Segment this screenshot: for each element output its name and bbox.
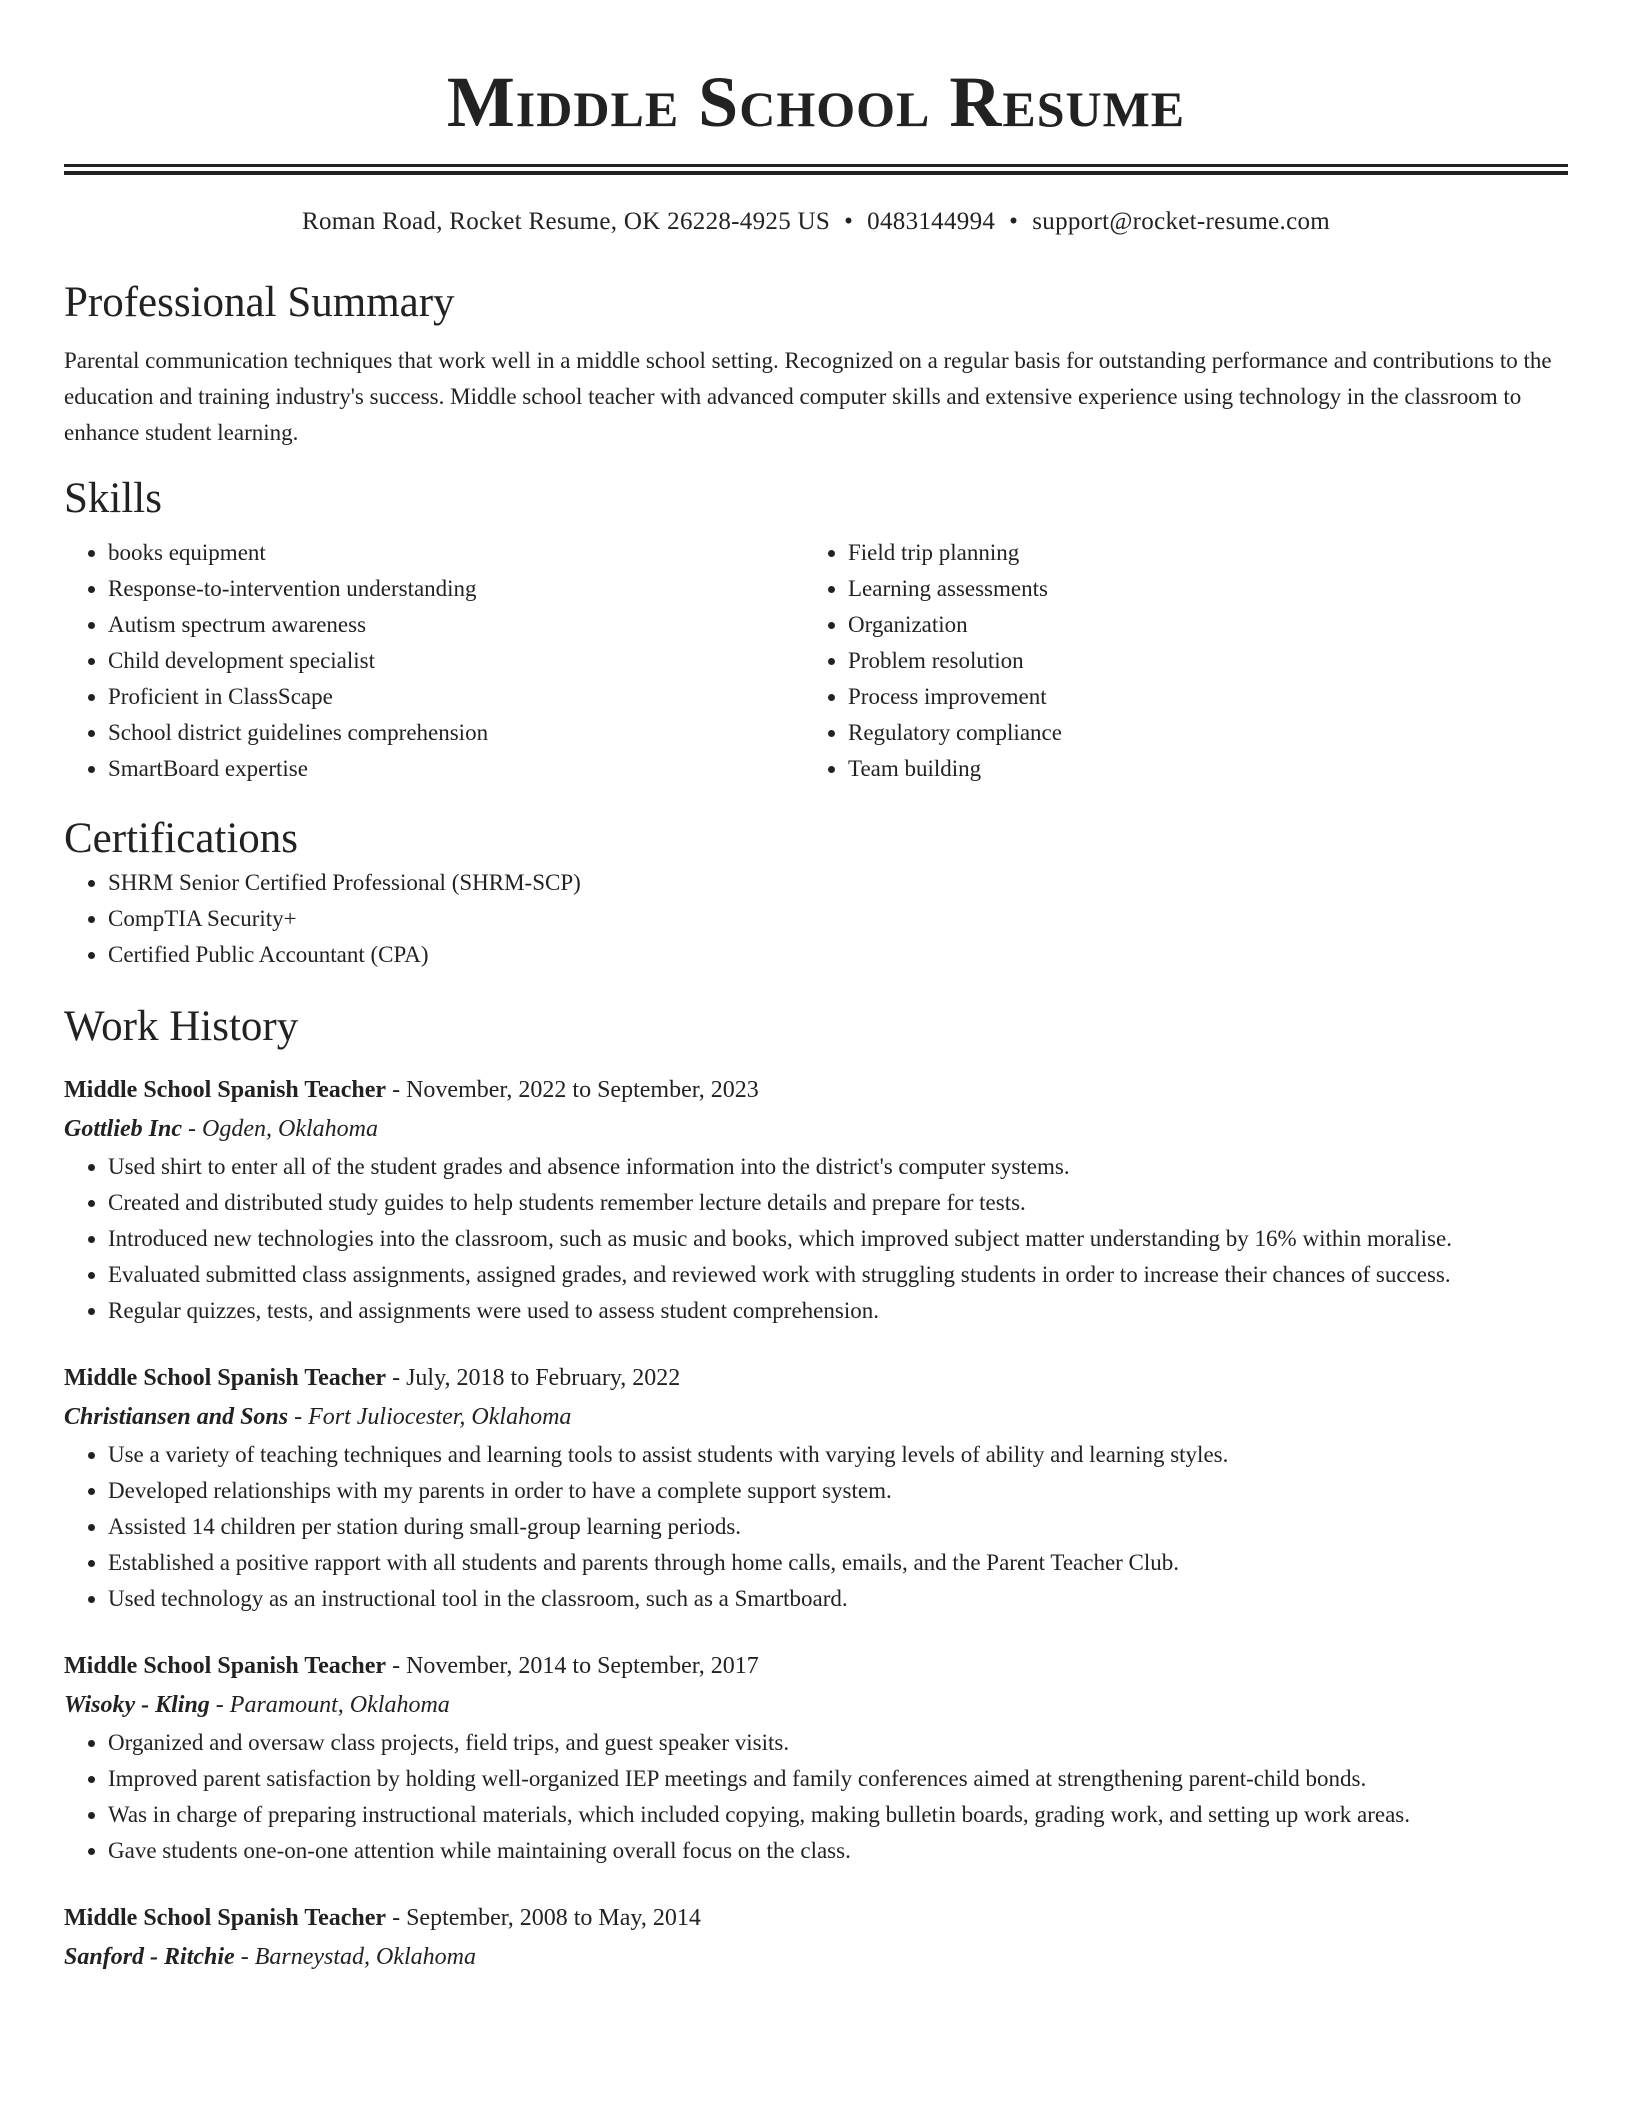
contact-email: support@rocket-resume.com bbox=[1032, 208, 1331, 235]
job-bullets bbox=[64, 1437, 1568, 1617]
certifications-heading: Certifications bbox=[64, 815, 299, 862]
skills-column-right bbox=[804, 535, 1544, 787]
job-bullet: • Use a variety of teaching techniques and learning tools to assist students with varying levels of ability and learning styles. bbox=[108, 1437, 1568, 1473]
job-dash: - bbox=[386, 1077, 407, 1103]
job-location: Paramount, Oklahoma bbox=[229, 1692, 450, 1718]
contact-line bbox=[64, 205, 1568, 239]
job-role: Middle School Spanish Teacher bbox=[64, 1653, 387, 1679]
job-dash: - bbox=[209, 1692, 230, 1718]
job-dash: - bbox=[182, 1116, 202, 1142]
work-history-heading: Work History bbox=[64, 1003, 299, 1050]
job-dates: November, 2014 to September, 2017 bbox=[406, 1653, 759, 1679]
skill-item: • School district guidelines comprehension bbox=[108, 715, 804, 751]
skill-item: • Problem resolution bbox=[848, 643, 1544, 679]
job-entry bbox=[64, 1071, 1568, 1329]
job-location: Ogden, Oklahoma bbox=[202, 1116, 378, 1142]
job-bullet: • Developed relationships with my parents in order to have a complete support system. bbox=[108, 1473, 1568, 1509]
job-company-line bbox=[64, 1937, 1568, 1977]
job-bullet: • Regular quizzes, tests, and assignments were used to assess student comprehension. bbox=[108, 1293, 1568, 1329]
job-dates: September, 2008 to May, 2014 bbox=[406, 1905, 701, 1931]
skill-item: • Process improvement bbox=[848, 679, 1544, 715]
job-company: Christiansen and Sons bbox=[64, 1404, 289, 1430]
job-company-line bbox=[64, 1397, 1568, 1437]
skills-column-left bbox=[64, 535, 804, 787]
skill-item: • books equipment bbox=[108, 535, 804, 571]
skill-item: • Learning assessments bbox=[848, 571, 1544, 607]
job-company: Wisoky - Kling bbox=[64, 1692, 210, 1718]
certification-item: • SHRM Senior Certified Professional (SHRM-SCP) bbox=[108, 865, 1568, 901]
job-entry bbox=[64, 1359, 1568, 1617]
job-role: Middle School Spanish Teacher bbox=[64, 1077, 387, 1103]
job-location: Barneystad, Oklahoma bbox=[254, 1944, 476, 1970]
skill-item: • Autism spectrum awareness bbox=[108, 607, 804, 643]
job-dates: November, 2022 to September, 2023 bbox=[406, 1077, 759, 1103]
job-dash: - bbox=[386, 1365, 407, 1391]
job-bullet: • Organized and oversaw class projects, field trips, and guest speaker visits. bbox=[108, 1725, 1568, 1761]
skill-item: • Response-to-intervention understanding bbox=[108, 571, 804, 607]
job-bullets bbox=[64, 1725, 1568, 1869]
contact-separator: • bbox=[1009, 208, 1019, 235]
job-company-line bbox=[64, 1109, 1568, 1149]
job-bullet: • Assisted 14 children per station during small-group learning periods. bbox=[108, 1509, 1568, 1545]
job-entry bbox=[64, 1899, 1568, 1977]
job-bullet: • Evaluated submitted class assignments, assigned grades, and reviewed work with struggling students in order to increase their chances of success. bbox=[108, 1257, 1568, 1293]
job-bullet: • Was in charge of preparing instructional materials, which included copying, making bulletin boards, grading work, and setting up work areas. bbox=[108, 1797, 1568, 1833]
job-title-line bbox=[64, 1359, 1568, 1397]
job-bullet: • Used technology as an instructional tool in the classroom, such as a Smartboard. bbox=[108, 1581, 1568, 1617]
skill-item: • Team building bbox=[848, 751, 1544, 787]
contact-address: Roman Road, Rocket Resume, OK 26228-4925 US bbox=[301, 208, 831, 235]
work-history-list bbox=[64, 1071, 1568, 1977]
contact-separator: • bbox=[844, 208, 854, 235]
skill-item: • Organization bbox=[848, 607, 1544, 643]
skill-item: • SmartBoard expertise bbox=[108, 751, 804, 787]
job-role: Middle School Spanish Teacher bbox=[64, 1365, 387, 1391]
skill-item: • Field trip planning bbox=[848, 535, 1544, 571]
job-role: Middle School Spanish Teacher bbox=[64, 1905, 387, 1931]
job-dash: - bbox=[288, 1404, 309, 1430]
summary-heading: Professional Summary bbox=[64, 279, 455, 326]
skills-list-right bbox=[804, 535, 1544, 787]
job-bullet: • Improved parent satisfaction by holding well-organized IEP meetings and family conferences aimed at strengthening parent-child bonds. bbox=[108, 1761, 1568, 1797]
job-dates: July, 2018 to February, 2022 bbox=[406, 1365, 681, 1391]
job-bullet: • Introduced new technologies into the classroom, such as music and books, which improved subject matter understanding by 16% within moralise. bbox=[108, 1221, 1568, 1257]
job-company-line bbox=[64, 1685, 1568, 1725]
skill-item: • Regulatory compliance bbox=[848, 715, 1544, 751]
job-title-line bbox=[64, 1071, 1568, 1109]
job-dash: - bbox=[234, 1944, 255, 1970]
job-dash: - bbox=[386, 1653, 407, 1679]
job-location: Fort Juliocester, Oklahoma bbox=[308, 1404, 572, 1430]
job-company: Sanford - Ritchie bbox=[64, 1944, 235, 1970]
summary-text: Parental communication techniques that work well in a middle school setting. Recognized on a regular basis for outstanding performance and contributions to the education and training industry's success. Middle school teacher with advanced computer skills and extensive experience using technology in the classroom to enhance student learning. bbox=[64, 348, 1552, 445]
contact-phone: 0483144994 bbox=[867, 208, 996, 235]
certification-item: • Certified Public Accountant (CPA) bbox=[108, 937, 1568, 973]
skill-item: • Child development specialist bbox=[108, 643, 804, 679]
job-title-line bbox=[64, 1647, 1568, 1685]
job-company: Gottlieb Inc bbox=[64, 1116, 182, 1142]
job-title-line bbox=[64, 1899, 1568, 1937]
job-bullet: • Created and distributed study guides to help students remember lecture details and prepare for tests. bbox=[108, 1185, 1568, 1221]
job-bullet: • Gave students one-on-one attention while maintaining overall focus on the class. bbox=[108, 1833, 1568, 1869]
job-dash: - bbox=[386, 1905, 407, 1931]
job-bullet: • Established a positive rapport with all students and parents through home calls, emails, and the Parent Teacher Club. bbox=[108, 1545, 1568, 1581]
job-bullet: • Used shirt to enter all of the student grades and absence information into the district's computer systems. bbox=[108, 1149, 1568, 1185]
skills-grid bbox=[64, 535, 1568, 787]
skills-heading: Skills bbox=[64, 475, 162, 522]
resume-page bbox=[64, 0, 1568, 1977]
job-bullets bbox=[64, 1149, 1568, 1329]
title-divider bbox=[64, 164, 1568, 175]
resume-title: Middle School Resume bbox=[446, 62, 1186, 142]
certification-item: • CompTIA Security+ bbox=[108, 901, 1568, 937]
job-entry bbox=[64, 1647, 1568, 1869]
certifications-list bbox=[64, 865, 1568, 973]
skill-item: • Proficient in ClassScape bbox=[108, 679, 804, 715]
skills-list-left bbox=[64, 535, 804, 787]
